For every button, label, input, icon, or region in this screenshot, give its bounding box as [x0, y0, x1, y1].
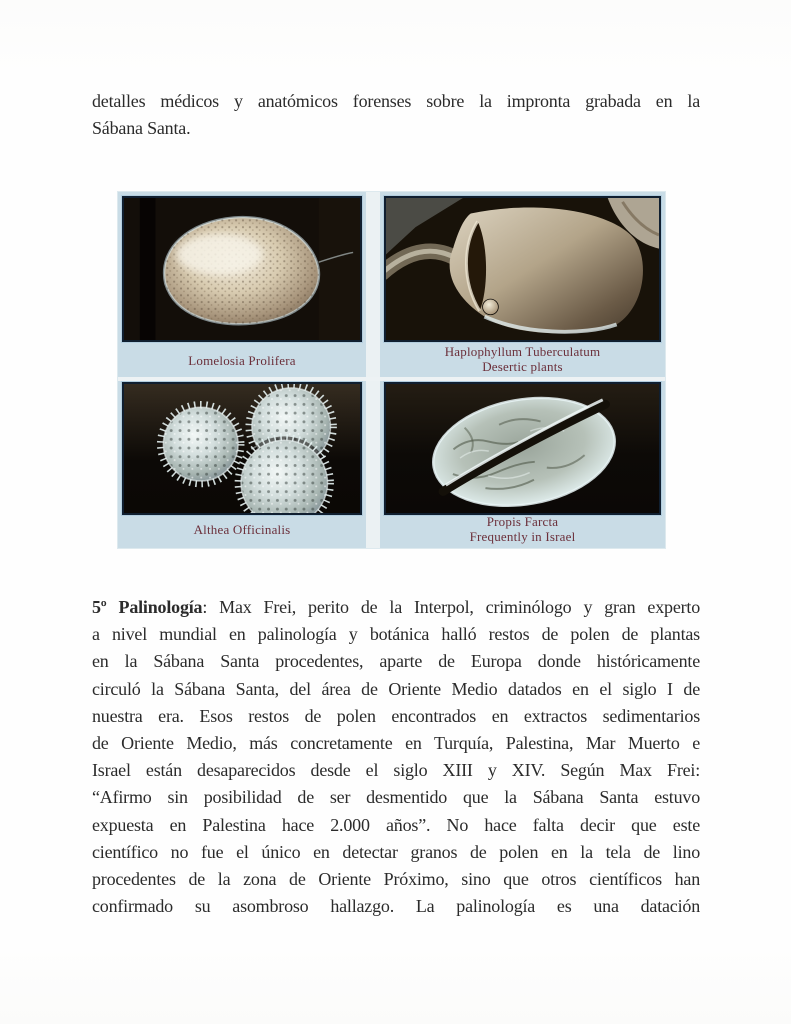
text-line: detalles médicos y anatómicos forenses sobre la impronta grabada en la — [92, 91, 700, 111]
text-line: procedentes de la zona de Oriente Próximo, sino que otros científicos han — [92, 868, 700, 889]
pollen-photo-propis — [384, 382, 661, 515]
figure-caption-haplophyllum — [384, 344, 661, 376]
caption-line: Frequently in Israel — [469, 529, 576, 544]
paragraph-intro — [92, 88, 700, 142]
section-heading: 5º Palinología — [92, 597, 203, 617]
althea-pollen-image — [124, 384, 360, 513]
caption-line: Desertic plants — [482, 359, 563, 374]
pollen-photo-althea — [122, 382, 362, 515]
caption-line: Propis Farcta — [486, 514, 559, 529]
text-line: científico no fue el único en detectar granos de polen en la tela de lino — [92, 841, 700, 862]
pollen-photo-haplophyllum — [384, 196, 661, 342]
text-line: en la Sábana Santa procedentes, aparte de Europa donde históricamente — [92, 651, 700, 672]
caption-line: Lomelosia Prolifera — [188, 353, 296, 368]
text-line — [92, 594, 700, 621]
pollen-figure-panel — [118, 192, 665, 548]
figure-row-divider — [118, 377, 665, 381]
haplophyllum-pollen-image — [386, 198, 659, 340]
text-line: nuestra era. Esos restos de polen encontrados en extractos sedimentarios — [92, 705, 700, 726]
caption-line: Haplophyllum Tuberculatum — [444, 344, 601, 359]
text-run: : Max Frei, perito de la Interpol, criminólogo y gran experto — [202, 597, 700, 617]
text-line: circuló la Sábana Santa, del área de Oriente Medio datados en el siglo I de — [92, 678, 700, 699]
figure-caption-lomelosia — [122, 348, 362, 374]
text-line: Sábana Santa. — [92, 118, 191, 139]
figure-column-divider — [366, 192, 380, 548]
lomelosia-pollen-image — [124, 198, 360, 340]
paragraph-palinologia — [92, 594, 700, 920]
text-line: a nivel mundial en palinología y botánica halló restos de polen de plantas — [92, 624, 700, 645]
text-line: de Oriente Medio, más concretamente en Turquía, Palestina, Mar Muerto e — [92, 732, 700, 753]
figure-caption-althea — [122, 518, 362, 542]
figure-caption-propis — [384, 514, 661, 546]
text-line: confirmado su asombroso hallazgo. La palinología es una datación — [92, 896, 700, 917]
caption-line: Althea Officinalis — [193, 522, 291, 537]
propis-pollen-image — [386, 384, 659, 513]
text-line: “Afirmo sin posibilidad de ser desmentido que la Sábana Santa estuvo — [92, 787, 700, 808]
text-line: expuesta en Palestina hace 2.000 años”. No hace falta decir que este — [92, 814, 700, 835]
text-line: Israel están desaparecidos desde el siglo XIII y XIV. Según Max Frei: — [92, 760, 700, 781]
pollen-photo-lomelosia — [122, 196, 362, 342]
